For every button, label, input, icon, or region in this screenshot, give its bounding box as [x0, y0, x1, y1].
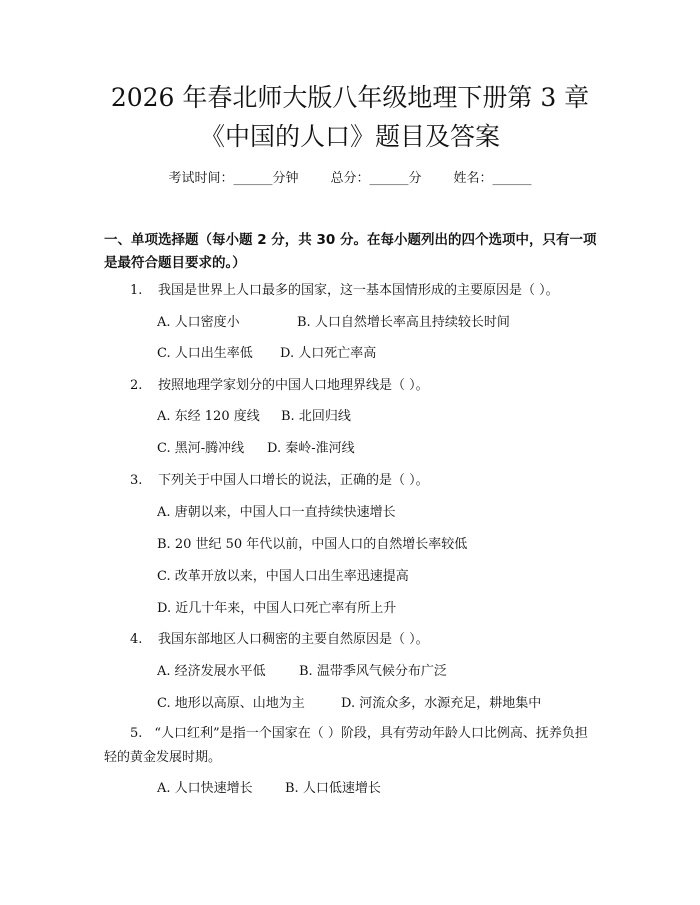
option-d: D. 秦岭-淮河线 [267, 441, 355, 456]
question-4 [130, 631, 600, 649]
question-text: 按照地理学家划分的中国人口地理界线是（ ）。 [158, 378, 429, 393]
page-title-line2: 《中国的人口》题目及答案 [199, 122, 500, 151]
option-row [157, 408, 351, 426]
question-text: 我国是世界上人口最多的国家，这一基本国情形成的主要原因是（ ）。 [158, 283, 559, 298]
question-2 [130, 377, 600, 395]
page-title-line1: 2026 年春北师大版八年级地理下册第 3 章 [110, 83, 590, 112]
question-text: “人口红利”是指一个国家在（ ）阶段，具有劳动年龄人口比例高、抚养负担轻的黄金发展时期。 [104, 726, 588, 765]
option-row [157, 600, 396, 618]
option-row [157, 314, 510, 332]
question-5 [104, 722, 600, 770]
option-c: C. 地形以高原、山地为主 [157, 696, 305, 711]
exam-meta [0, 170, 700, 188]
question-1 [130, 282, 600, 300]
option-row [157, 663, 447, 681]
exam-time-label: 考试时间：______分钟 [168, 171, 299, 186]
option-row [157, 568, 409, 586]
total-score-label: 总分：______分 [330, 171, 422, 186]
option-d: D. 人口死亡率高 [280, 346, 377, 361]
option-row [157, 504, 396, 522]
option-a: A. 唐朝以来，中国人口一直持续快速增长 [157, 505, 396, 520]
option-a: A. 东经 120 度线 [157, 409, 260, 424]
question-number: 3. [130, 473, 143, 488]
student-name-label: 姓名：______ [453, 171, 532, 186]
section-heading: 一、单项选择题（每小题 2 分，共 30 分。在每小题列出的四个选项中，只有一项是最符合题目要求的。） [104, 232, 597, 271]
option-row [157, 440, 355, 458]
question-number: 1. [130, 283, 143, 298]
option-b: B. 人口低速增长 [285, 781, 381, 796]
option-row [157, 780, 381, 798]
option-row [157, 695, 541, 713]
option-b: B. 温带季风气候分布广泛 [299, 664, 447, 679]
question-3 [130, 472, 600, 490]
option-c: C. 人口出生率低 [157, 346, 253, 361]
option-d: D. 近几十年来，中国人口死亡率有所上升 [157, 601, 397, 616]
option-a: A. 人口密度小 [157, 315, 240, 330]
option-b: B. 20 世纪 50 年代以前，中国人口的自然增长率较低 [157, 537, 468, 552]
question-text: 下列关于中国人口增长的说法，正确的是（ ）。 [158, 473, 429, 488]
option-row [157, 345, 376, 363]
question-number: 2. [130, 378, 143, 393]
option-d: D. 河流众多，水源充足，耕地集中 [341, 696, 542, 711]
option-row [157, 536, 467, 554]
option-c: C. 黑河-腾冲线 [157, 441, 245, 456]
option-a: A. 经济发展水平低 [157, 664, 266, 679]
question-text: 我国东部地区人口稠密的主要自然原因是（ ）。 [158, 632, 429, 647]
option-a: A. 人口快速增长 [157, 781, 253, 796]
question-number: 5. [130, 726, 143, 741]
option-c: C. 改革开放以来，中国人口出生率迅速提高 [157, 569, 409, 584]
option-b: B. 北回归线 [281, 409, 351, 424]
option-b: B. 人口自然增长率高且持续较长时间 [297, 315, 510, 330]
question-number: 4. [130, 632, 143, 647]
